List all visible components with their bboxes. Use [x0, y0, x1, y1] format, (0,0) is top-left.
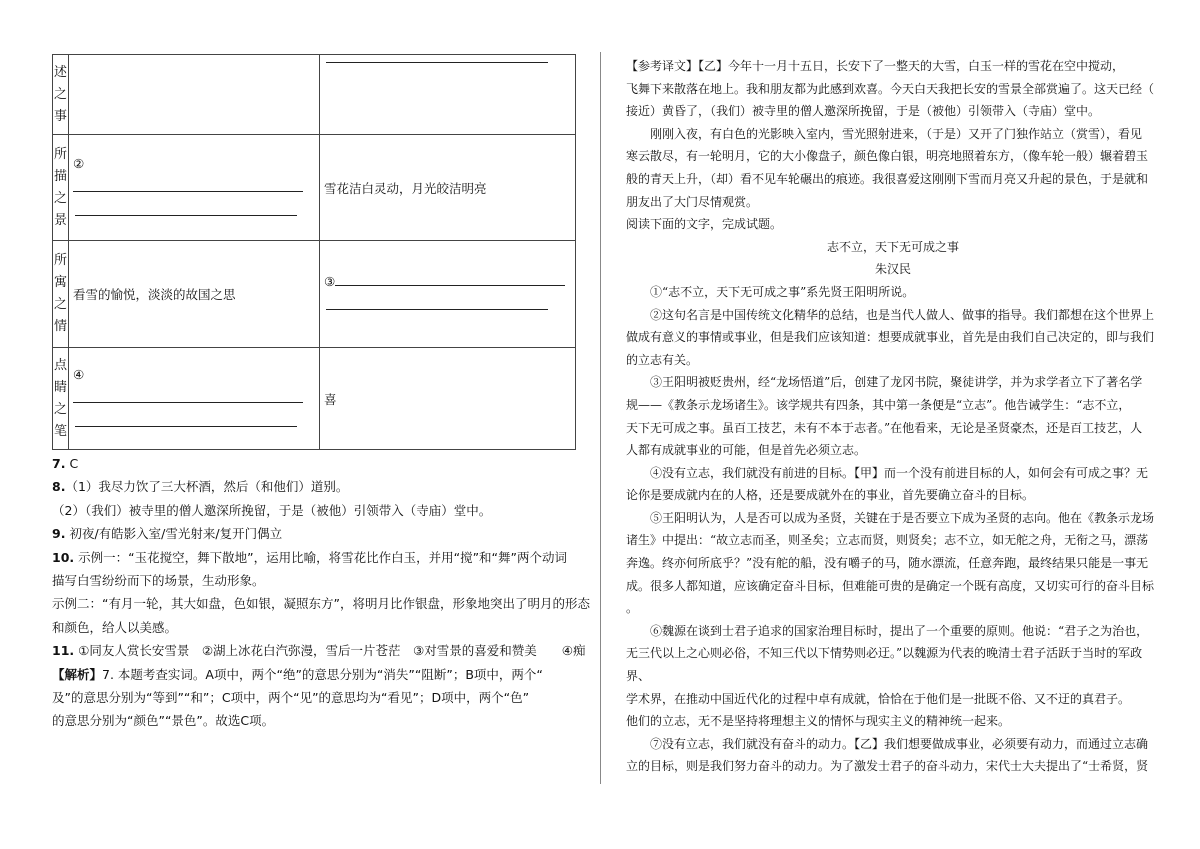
paragraph-line: 天下无可成之事。虽百工技艺，未有不本于志者。”在他看来，无论是圣贤豪杰，还是百工技艺，人 [626, 420, 1143, 435]
paragraph-line: 规——《教条示龙场诸生》。该学规共有四条，其中第一条便是“立志”。他告诫学生：“志不立， [626, 397, 1131, 412]
label-char: 之 [53, 401, 67, 417]
paragraph-line: ⑤王阳明认为，人是否可以成为圣贤，关键在于是否要立下成为圣贤的志向。他在《教条示龙场 [650, 510, 1155, 525]
blank-line[interactable] [73, 401, 303, 403]
row-label [53, 241, 69, 348]
answer-q8-line2: （2）（我们）被寺里的僧人邀深所挽留，于是（被他）引领带入（寺庙）堂中。 [52, 502, 492, 518]
paragraph-line: ②这句名言是中国传统文化精华的总结，也是当代人做人、做事的指导。我们都想在这个世界上 [650, 307, 1155, 322]
cell-left[interactable] [69, 348, 320, 450]
answer-q10-line3: 示例二：“有月一轮，其大如盘，色如银，凝照东方”，将明月比作银盘，形象地突出了明月的形态 [52, 596, 590, 612]
outline-table [52, 54, 576, 450]
answer-text: ①同友人赏长安雪景 ②湖上冰花白汽弥漫，雪后一片苍茫 ③对雪景的喜爱和赞美 ④痴 [78, 643, 586, 659]
paragraph-line: ④没有立志，我们就没有前进的目标。【甲】而一个没有前进目标的人，如何会有可成之事？无 [650, 465, 1149, 480]
cell-left[interactable] [69, 135, 320, 241]
translation-line: 寒云散尽，有一轮明月，它的大小像盘子，颜色像白银，明亮地照着东方，（像车轮一般）辗着碧玉 [626, 149, 1149, 164]
answer-text: 示例一：“玉花搅空，舞下散地”，运用比喻，将雪花比作白玉，并用“搅”和“舞”两个动词 [78, 549, 567, 565]
question-number: 7. [52, 456, 66, 471]
label-char: 寓 [53, 275, 67, 290]
translation-line: 飞舞下来散落在地上。我和朋友都为此感到欢喜。今天白天我把长安的雪景全部赏遍了。这天已经（ [626, 81, 1155, 96]
answer-q10 [52, 546, 592, 569]
column-divider [600, 52, 601, 784]
blank-number: ④ [73, 366, 85, 382]
row-label [53, 135, 69, 241]
label-char: 情 [53, 319, 67, 334]
answer-q10-line2: 描写白雪纷纷而下的场景，生动形象。 [52, 573, 265, 589]
blank-number: ③ [324, 274, 336, 289]
label-char: 笔 [53, 423, 67, 439]
paragraph-line: 无三代以上之心则必俗，不知三代以下情势则必迂。”以魏源为代表的晚清士君子活跃于当时的军政界、 [626, 646, 1143, 684]
paragraph-line: ⑦没有立志，我们就没有奋斗的动力。【乙】我们想要做成事业，必须要有动力，而通过立志确 [650, 736, 1149, 751]
article-author: 朱汉民 [874, 262, 911, 277]
translation-line: 接近）黄昏了，（我们）被寺里的僧人邀深所挽留，于是（被他）引领带入（寺庙）堂中。 [626, 104, 1101, 119]
label-char: 事 [53, 108, 67, 124]
paragraph-line: 的立志有关。 [626, 352, 699, 367]
paragraph-line: 诸生》中提出：“故立志而圣，则圣矣；立志而贤，则贤矣；志不立，如无舵之舟，无衔之马，漂荡 [626, 533, 1149, 548]
label-char: 点 [53, 357, 67, 373]
paragraph-line: 人都有成就事业的可能，但是首先必须立志。 [626, 443, 867, 458]
blank-number: ② [73, 155, 85, 171]
question-number: 8. [52, 479, 66, 495]
paragraph-line: ③王阳明被贬贵州，经“龙场悟道”后，创建了龙冈书院，聚徒讲学，并为求学者立下了著名学 [650, 375, 1143, 390]
label-char: 之 [53, 86, 67, 102]
label-char: 之 [53, 190, 67, 206]
cell-text: 看雪的愉悦，淡淡的故国之思 [73, 287, 236, 302]
blank-line[interactable] [73, 190, 303, 192]
cell-right[interactable] [320, 241, 576, 348]
answer-text: （1）我尽力饮了三大杯酒，然后（和他们）道别。 [65, 479, 349, 495]
label-char: 所 [53, 253, 67, 268]
instruction: 阅读下面的文字，完成试题。 [626, 217, 783, 232]
paragraph-line: 做成有意义的事情或事业，但是我们应该知道：想要成就事业，首先是由我们自己决定的，即与我们 [626, 330, 1155, 345]
analysis-tag: 【解析】 [52, 666, 103, 682]
blank-line[interactable] [335, 284, 565, 286]
answer-q11 [52, 639, 592, 662]
translation-line: 朋友出了大门尽情观赏。 [626, 194, 759, 209]
blank-line[interactable] [326, 61, 548, 63]
answer-text: 初夜/有皓影入室/雪光射来/复开门偶立 [69, 526, 283, 542]
answer-q7 [52, 452, 592, 475]
table-row [53, 55, 576, 135]
paragraph-line: 。 [626, 601, 639, 616]
blank-line[interactable] [75, 214, 297, 216]
cell-right [320, 348, 576, 450]
label-char: 之 [53, 297, 67, 312]
question-number: 10. [52, 549, 75, 565]
translation-line: 【参考译文】【乙】今年十一月十五日，长安下了一整天的大雪，白玉一样的雪花在空中搅动， [626, 59, 1125, 73]
cell-left [69, 241, 320, 348]
paragraph-line: 立的目标，则是我们努力奋斗的动力。为了激发士君子的奋斗动力，宋代士大夫提出了“士希贤，贤 [626, 759, 1149, 774]
paragraph-line: 学术界，在推动中国近代化的过程中卓有成就，恰恰在于他们是一批既不俗、又不迂的真君子。 [626, 691, 1131, 706]
cell-text: 雪花洁白灵动，月光皎洁明亮 [324, 180, 487, 196]
cell-right[interactable] [320, 55, 576, 135]
blank-line[interactable] [75, 425, 297, 427]
paragraph-line: 成。很多人都知道，应该确定奋斗目标，但难能可贵的是确定一个既有高度，又切实可行的奋斗目标 [626, 578, 1155, 593]
paragraph-line: ①“志不立，天下无可成之事”系先贤王阳明所说。 [650, 284, 915, 299]
paragraph-line: ⑥魏源在谈到士君子追求的国家治理目标时，提出了一个重要的原则。他说：“君子之为治也， [650, 623, 1149, 638]
question-number: 9. [52, 526, 66, 542]
label-char: 所 [53, 146, 67, 162]
answer-text: C [69, 456, 79, 471]
row-label [53, 55, 69, 135]
translation-line: 刚刚入夜，有白色的光影映入室内，雪光照射进来，（于是）又开了门独作站立（赏雪），看见 [650, 126, 1143, 141]
answer-q8 [52, 475, 592, 498]
blank-line[interactable] [326, 308, 548, 310]
answer-section [52, 452, 592, 733]
paragraph-line: 奔逸。终亦何所底乎？”没有舵的船，没有嚼子的马，随水漂流，任意奔跑，最终结果只能是一事无 [626, 556, 1149, 571]
label-char: 述 [53, 64, 67, 80]
label-char: 睛 [53, 379, 67, 395]
cell-text: 喜 [324, 391, 337, 407]
answer-q10-line4: 和颜色，给人以美感。 [52, 619, 178, 635]
table-row [53, 241, 576, 348]
row-label [53, 348, 69, 450]
analysis-line3: 的意思分别为“颜色”“景色”。故选C项。 [52, 713, 275, 729]
table-row [53, 348, 576, 450]
reading-section [626, 55, 1160, 778]
paragraph-line: 论你是要成就内在的人格，还是要成就外在的事业，首先要确立奋斗的目标。 [626, 488, 1035, 503]
cell-right [320, 135, 576, 241]
analysis-line2: 及”的意思分别为“等到”“和”；C项中，两个“见”的意思均为“看见”；D项中，两个“色” [52, 690, 530, 706]
label-char: 描 [53, 168, 67, 184]
label-char: 景 [53, 212, 67, 228]
paragraph-line: 他们的立志，无不是坚持将理想主义的情怀与现实主义的精神统一起来。 [626, 714, 1011, 729]
cell-left [69, 55, 320, 135]
table-row [53, 135, 576, 241]
translation-line: 般的青天上升，（却）看不见车轮碾出的痕迹。我很喜爱这刚刚下雪而月亮又升起的景色，于是就和 [626, 171, 1149, 186]
analysis-line1 [52, 663, 592, 686]
article-title: 志不立，天下无可成之事 [826, 239, 959, 254]
question-number: 11. [52, 643, 75, 659]
analysis-text: 7. 本题考查实词。A项中，两个“绝”的意思分别为“消失”“阻断”；B项中，两个“ [102, 666, 543, 682]
answer-q9 [52, 522, 592, 545]
